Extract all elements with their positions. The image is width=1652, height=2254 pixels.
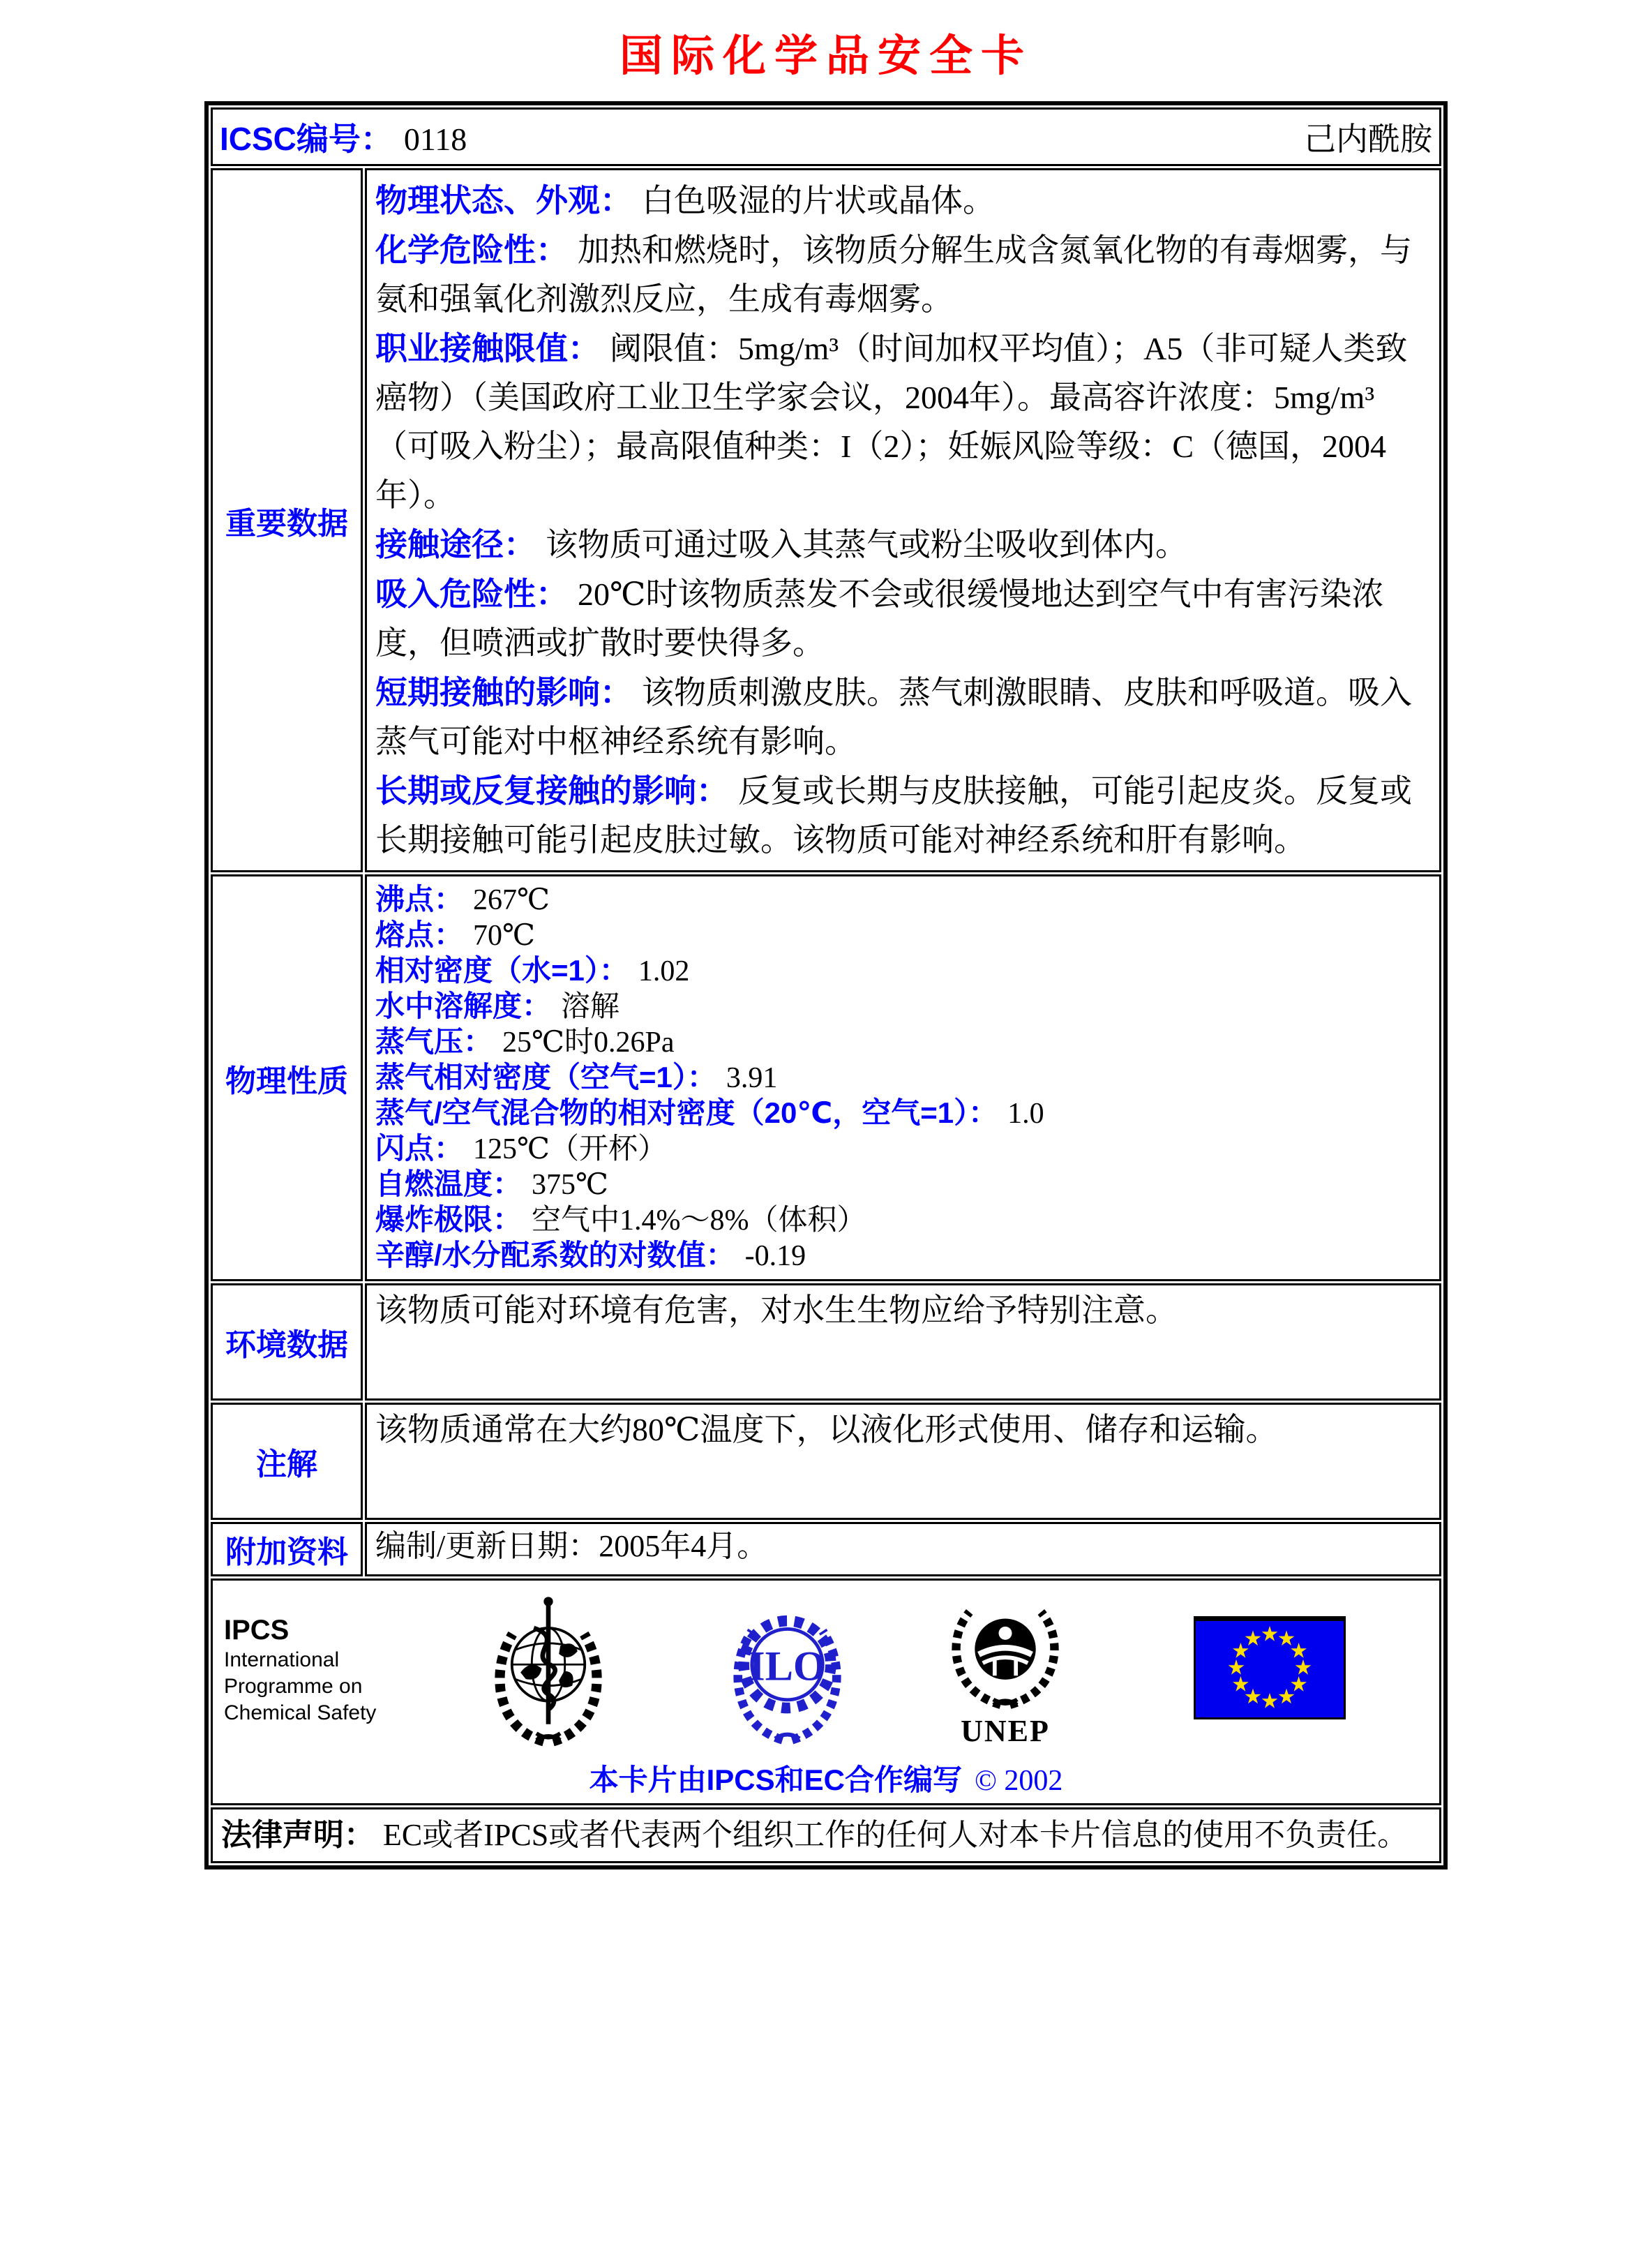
property-item bbox=[375, 1167, 1431, 1202]
property-label: 蒸气压： bbox=[375, 1025, 493, 1058]
environment-text: 该物质可能对环境有危害，对水生生物应给予特别注意。 bbox=[365, 1283, 1441, 1401]
property-label: 职业接触限值： bbox=[375, 330, 600, 366]
property-label: 辛醇/水分配系数的对数值： bbox=[375, 1239, 735, 1271]
credit-text: 本卡片由IPCS和EC合作编写 bbox=[589, 1763, 962, 1796]
ipcs-line-1: International bbox=[224, 1648, 340, 1671]
logos-section bbox=[211, 1578, 1441, 1805]
property-label: 水中溶解度： bbox=[375, 990, 552, 1022]
property-item bbox=[375, 953, 1431, 989]
property-value: -0.19 bbox=[744, 1240, 806, 1272]
property-item bbox=[375, 520, 1431, 569]
property-item bbox=[375, 1096, 1431, 1131]
property-value: 反复或长期与皮肤接触，可能引起皮炎。反复或长期接触可能引起皮肤过敏。该物质可能对神经系统和肝有影响。 bbox=[375, 773, 1412, 858]
property-label: 熔点： bbox=[375, 918, 464, 951]
property-value: 白色吸湿的片状或晶体。 bbox=[642, 183, 995, 218]
property-item bbox=[375, 1024, 1431, 1060]
icsc-number-value: 0118 bbox=[403, 121, 467, 157]
additional-row bbox=[211, 1522, 1441, 1576]
property-label: 闪点： bbox=[375, 1132, 464, 1165]
who-logo-icon bbox=[482, 1588, 615, 1752]
legal-row bbox=[211, 1807, 1441, 1863]
property-value: 阈限值：5mg/m³（时间加权平均值）；A5（非可疑人类致癌物）（美国政府工业卫生学家会议，2004年）。最高容许浓度：5mg/m³（可吸入粉尘）；最高限值种类：I（2）；妊娠风险等级：C（德国，2004年）。 bbox=[375, 331, 1408, 513]
property-value: 3.91 bbox=[726, 1062, 778, 1094]
property-label: 短期接触的影响： bbox=[375, 674, 632, 710]
eu-flag-icon bbox=[1194, 1616, 1346, 1723]
property-item bbox=[375, 1238, 1431, 1274]
important-data-row bbox=[211, 168, 1441, 872]
ipcs-acronym: IPCS bbox=[224, 1614, 290, 1645]
property-item bbox=[375, 766, 1431, 865]
property-label: 爆炸极限： bbox=[375, 1203, 523, 1236]
property-label: 沸点： bbox=[375, 883, 464, 916]
icsc-card-page bbox=[0, 21, 1652, 1869]
physical-properties-label: 物理性质 bbox=[211, 874, 363, 1281]
additional-label: 附加资料 bbox=[211, 1522, 363, 1576]
important-data-label: 重要数据 bbox=[211, 168, 363, 872]
property-item bbox=[375, 1131, 1431, 1167]
legal-notice-text: EC或者IPCS或者代表两个组织工作的任何人对本卡片信息的使用不负责任。 bbox=[383, 1818, 1409, 1852]
property-value: 1.02 bbox=[638, 955, 690, 987]
property-value: 空气中1.4%～8%（体积） bbox=[532, 1204, 866, 1237]
property-value: 该物质可通过吸入其蒸气或粉尘吸收到体内。 bbox=[546, 527, 1187, 562]
header-content bbox=[220, 114, 1432, 160]
property-label: 相对密度（水=1）： bbox=[375, 954, 629, 987]
legal-notice-label: 法律声明： bbox=[221, 1818, 375, 1852]
property-value: 125℃（开杯） bbox=[473, 1133, 667, 1165]
property-value: 溶解 bbox=[561, 991, 620, 1023]
environment-label: 环境数据 bbox=[211, 1283, 363, 1401]
unep-logo-icon bbox=[939, 1592, 1072, 1747]
ipcs-line-3: Chemical Safety bbox=[224, 1701, 377, 1724]
property-label: 吸入危险性： bbox=[375, 576, 568, 612]
property-item bbox=[375, 225, 1431, 324]
property-item bbox=[375, 1060, 1431, 1096]
property-label: 接触途径： bbox=[375, 526, 536, 562]
legal-section bbox=[211, 1807, 1441, 1863]
unep-wordmark: UNEP bbox=[961, 1714, 1050, 1748]
notes-text: 该物质通常在大约80℃温度下，以液化形式使用、储存和运输。 bbox=[365, 1403, 1441, 1520]
property-label: 自燃温度： bbox=[375, 1167, 523, 1200]
important-data-items bbox=[375, 176, 1431, 865]
ipcs-text-block bbox=[224, 1613, 433, 1726]
ipcs-line-2: Programme on bbox=[224, 1674, 363, 1698]
environment-row bbox=[211, 1283, 1441, 1401]
additional-text: 编制/更新日期：2005年4月。 bbox=[365, 1522, 1441, 1576]
card-frame bbox=[204, 101, 1448, 1869]
logos-row bbox=[211, 1578, 1441, 1805]
property-value: 该物质刺激皮肤。蒸气刺激眼睛、皮肤和呼吸道。吸入蒸气可能对中枢神经系统有影响。 bbox=[375, 675, 1412, 759]
credit-line bbox=[213, 1757, 1439, 1799]
property-item bbox=[375, 918, 1431, 953]
property-item bbox=[375, 882, 1431, 918]
page-title: 国际化学品安全卡 bbox=[619, 33, 1032, 80]
property-value: 25℃时0.26Pa bbox=[502, 1027, 675, 1059]
property-item bbox=[375, 569, 1431, 668]
important-data-content bbox=[365, 168, 1441, 872]
header-row bbox=[211, 107, 1441, 166]
property-item bbox=[375, 324, 1431, 520]
physical-properties-items bbox=[375, 882, 1431, 1274]
card-table bbox=[209, 105, 1443, 1865]
property-value: 375℃ bbox=[532, 1169, 608, 1201]
ilo-logo-icon bbox=[719, 1591, 855, 1748]
physical-properties-row bbox=[211, 874, 1441, 1281]
property-value: 70℃ bbox=[473, 920, 535, 952]
icsc-number-group bbox=[220, 114, 467, 160]
notes-label: 注解 bbox=[211, 1403, 363, 1520]
chemical-name: 己内酰胺 bbox=[1304, 121, 1432, 157]
property-item bbox=[375, 668, 1431, 766]
property-item bbox=[375, 176, 1431, 225]
property-label: 蒸气/空气混合物的相对密度（20℃，空气=1）： bbox=[375, 1096, 998, 1129]
logos-strip bbox=[213, 1588, 1439, 1752]
property-label: 长期或反复接触的影响： bbox=[375, 773, 728, 809]
property-item bbox=[375, 1202, 1431, 1238]
copyright-text: © 2002 bbox=[974, 1765, 1063, 1797]
header-cell bbox=[211, 107, 1441, 166]
property-value: 加热和燃烧时，该物质分解生成含氮氧化物的有毒烟雾，与氨和强氧化剂激烈反应，生成有毒烟雾。 bbox=[375, 232, 1412, 317]
property-item bbox=[375, 989, 1431, 1024]
property-value: 267℃ bbox=[473, 884, 550, 916]
property-value: 1.0 bbox=[1007, 1098, 1044, 1130]
property-value: 20℃时该物质蒸发不会或很缓慢地达到空气中有害污染浓度，但喷洒或扩散时要快得多。 bbox=[375, 576, 1384, 661]
physical-properties-content bbox=[365, 874, 1441, 1281]
property-label: 化学危险性： bbox=[375, 232, 568, 268]
property-label: 蒸气相对密度（空气=1）： bbox=[375, 1061, 716, 1094]
property-label: 物理状态、外观： bbox=[375, 182, 632, 218]
svg-text:ILO: ILO bbox=[749, 1643, 826, 1690]
icsc-number-label: ICSC编号： bbox=[220, 121, 393, 157]
notes-row bbox=[211, 1403, 1441, 1520]
